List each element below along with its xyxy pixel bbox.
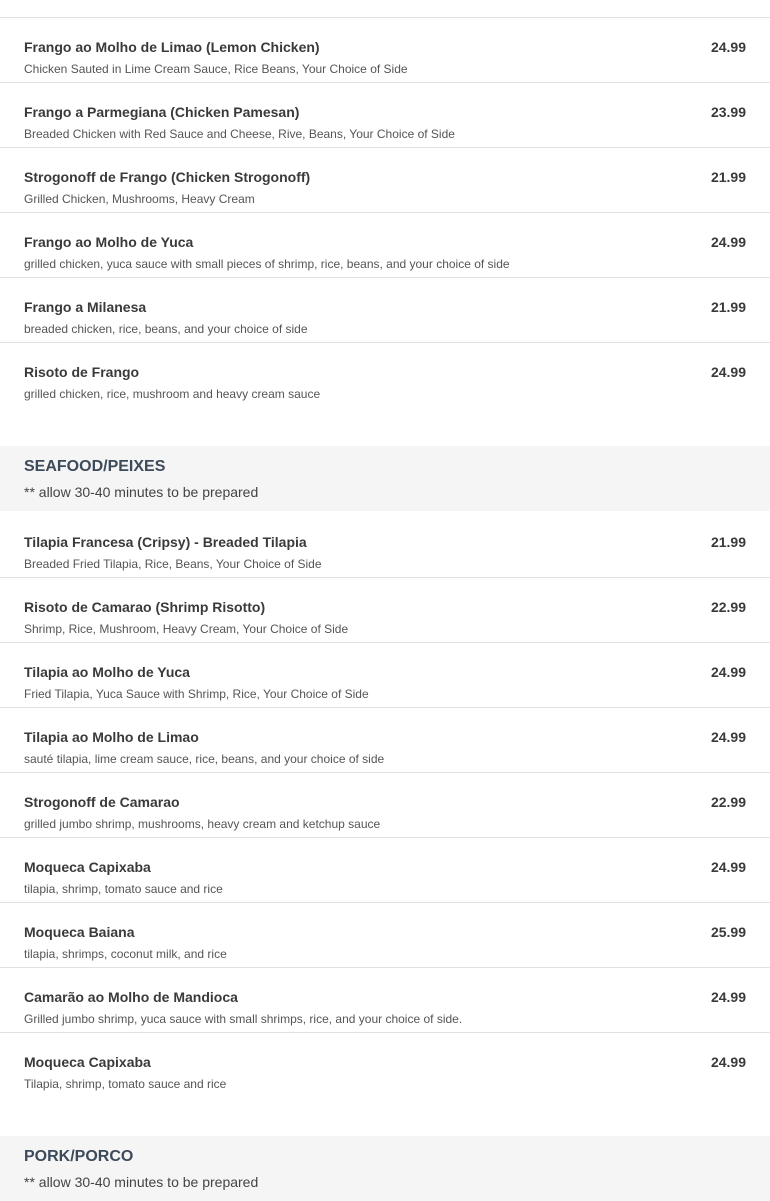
menu-item[interactable] (0, 578, 770, 643)
menu-item[interactable] (0, 278, 770, 343)
menu-item-price: 21.99 (710, 299, 746, 315)
menu-item[interactable] (0, 968, 770, 1033)
section-title: PORK/PORCO (24, 1148, 134, 1165)
menu-item-price: 24.99 (710, 39, 746, 55)
menu-item-description: Fried Tilapia, Yuca Sauce with Shrimp, Rice, Your Choice of Side (24, 687, 369, 701)
section-title: SEAFOOD/PEIXES (24, 458, 166, 475)
menu-item-description: tilapia, shrimp, tomato sauce and rice (24, 882, 223, 896)
menu-item-name: Tilapia Francesa (Cripsy) - Breaded Tilapia (24, 534, 307, 550)
menu-item-price: 22.99 (710, 794, 746, 810)
menu-item-name: Frango ao Molho de Yuca (24, 234, 194, 250)
menu-item[interactable] (0, 773, 770, 838)
menu-item-name: Moqueca Baiana (24, 924, 135, 940)
menu-item-name: Risoto de Frango (24, 364, 140, 380)
menu-item-description: tilapia, shrimps, coconut milk, and rice (24, 947, 227, 961)
chicken-menu-list (0, 18, 770, 407)
menu-item[interactable] (0, 903, 770, 968)
menu-item[interactable] (0, 18, 770, 83)
menu-item-name: Frango a Milanesa (24, 299, 147, 315)
menu-item-price: 24.99 (710, 729, 746, 745)
menu-item-name: Moqueca Capixaba (24, 859, 151, 875)
menu-item-name: Risoto de Camarao (Shrimp Risotto) (24, 599, 266, 615)
menu-item-description: breaded chicken, rice, beans, and your choice of side (24, 322, 308, 336)
menu-item-description: grilled chicken, yuca sauce with small pieces of shrimp, rice, beans, and your choice of side (24, 257, 510, 271)
menu-item[interactable] (0, 343, 770, 407)
section-note: ** allow 30-40 minutes to be prepared (24, 1174, 259, 1190)
menu-item[interactable] (0, 838, 770, 903)
menu-item-name: Moqueca Capixaba (24, 1054, 151, 1070)
menu-item-price: 24.99 (710, 859, 746, 875)
menu-item-description: Grilled Chicken, Mushrooms, Heavy Cream (24, 192, 255, 206)
menu-item-name: Tilapia ao Molho de Yuca (24, 664, 190, 680)
section-note: ** allow 30-40 minutes to be prepared (24, 484, 259, 500)
menu-item-description: Tilapia, shrimp, tomato sauce and rice (24, 1077, 227, 1091)
seafood-menu-list (0, 513, 770, 1097)
menu-item-price: 24.99 (710, 664, 746, 680)
menu-item-price: 24.99 (710, 364, 746, 380)
menu-item-name: Frango a Parmegiana (Chicken Pamesan) (24, 104, 300, 120)
menu-item[interactable] (0, 643, 770, 708)
menu-item-description: Breaded Fried Tilapia, Rice, Beans, Your Choice of Side (24, 557, 322, 571)
menu-item[interactable] (0, 148, 770, 213)
menu-item-price: 23.99 (710, 104, 746, 120)
menu-item[interactable] (0, 513, 770, 578)
pork-section-header (0, 1136, 770, 1201)
menu-item-name: Strogonoff de Frango (Chicken Strogonoff) (24, 169, 311, 185)
menu-item-description: Grilled jumbo shrimp, yuca sauce with small shrimps, rice, and your choice of side. (24, 1012, 463, 1026)
menu-item-price: 25.99 (710, 924, 746, 940)
menu-item-description: grilled jumbo shrimp, mushrooms, heavy cream and ketchup sauce (24, 817, 381, 831)
menu-item-price: 22.99 (710, 599, 746, 615)
menu-item[interactable] (0, 708, 770, 773)
menu-item-description: sauté tilapia, lime cream sauce, rice, beans, and your choice of side (24, 752, 385, 766)
menu-item[interactable] (0, 1033, 770, 1097)
menu-item-name: Camarão ao Molho de Mandioca (24, 989, 238, 1005)
menu-item[interactable] (0, 213, 770, 278)
menu-item-price: 24.99 (710, 1054, 746, 1070)
menu-item-price: 21.99 (710, 534, 746, 550)
previous-menu-item-partial[interactable] (0, 0, 770, 18)
menu-item[interactable] (0, 83, 770, 148)
menu-item-name: Strogonoff de Camarao (24, 794, 180, 810)
menu-item-name: Frango ao Molho de Limao (Lemon Chicken) (24, 39, 320, 55)
seafood-section-header (0, 446, 770, 511)
menu-item-description: Breaded Chicken with Red Sauce and Cheese, Rive, Beans, Your Choice of Side (24, 127, 455, 141)
menu-item-price: 24.99 (710, 989, 746, 1005)
menu-item-price: 24.99 (710, 234, 746, 250)
menu-item-description: grilled chicken, rice, mushroom and heavy cream sauce (24, 387, 321, 401)
menu-item-price: 21.99 (710, 169, 746, 185)
menu-item-description: Shrimp, Rice, Mushroom, Heavy Cream, Your Choice of Side (24, 622, 349, 636)
menu-item-description: Chicken Sauted in Lime Cream Sauce, Rice Beans, Your Choice of Side (24, 62, 408, 76)
menu-item-name: Tilapia ao Molho de Limao (24, 729, 199, 745)
